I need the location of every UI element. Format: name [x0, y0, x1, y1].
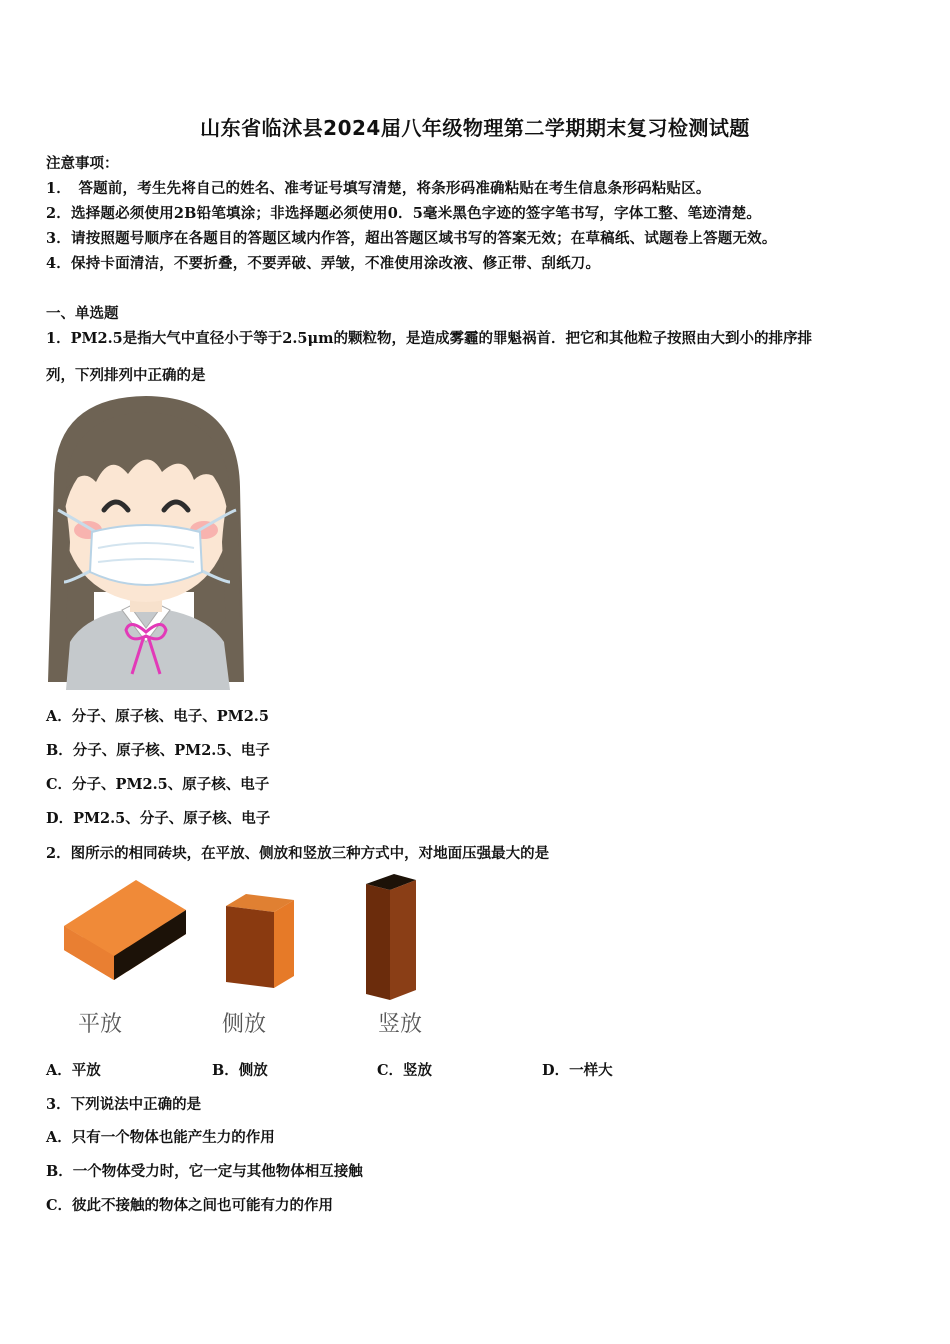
notice-heading: 注意事项： [46, 155, 119, 172]
notice-item-1: 1． 答题前，考生先将自己的姓名、准考证号填写清楚，将条形码准确粘贴在考生信息条形码粘贴区。 [46, 180, 711, 197]
flat-brick [64, 880, 186, 980]
q2-option-b[interactable]: B．侧放 [212, 1062, 268, 1079]
section-heading: 一、单选题 [46, 305, 119, 322]
brick-label-vertical: 竖放 [378, 1012, 423, 1037]
vertical-brick [366, 874, 416, 1000]
notice-item-3: 3．请按照题号顺序在各题目的答题区域内作答，超出答题区域书写的答案无效；在草稿纸、试题卷上答题无效。 [46, 230, 777, 247]
q2-option-c[interactable]: C．竖放 [377, 1062, 433, 1079]
girl-with-mask-image [44, 392, 248, 690]
q3-option-b[interactable]: B．一个物体受力时，它一定与其他物体相互接触 [46, 1163, 363, 1180]
q3-option-c[interactable]: C．彼此不接触的物体之间也可能有力的作用 [46, 1197, 334, 1214]
q3-option-a[interactable]: A．只有一个物体也能产生力的作用 [46, 1129, 275, 1146]
q1-option-d[interactable]: D．PM2.5、分子、原子核、电子 [46, 810, 271, 827]
q1-option-b[interactable]: B．分子、原子核、PM2.5、电子 [46, 742, 270, 759]
side-brick [226, 894, 294, 988]
brick-label-flat: 平放 [78, 1012, 123, 1037]
q1-option-a[interactable]: A．分子、原子核、电子、PM2.5 [46, 708, 269, 725]
q1-option-c[interactable]: C．分子、PM2.5、原子核、电子 [46, 776, 270, 793]
bricks-figure [60, 872, 430, 1007]
notice-item-2: 2．选择题必须使用2B铅笔填涂；非选择题必须使用0．5毫米黑色字迹的签字笔书写，字体工整、笔迹清楚。 [46, 205, 762, 222]
q3-stem: 3．下列说法中正确的是 [46, 1096, 202, 1113]
page-title: 山东省临沭县2024届八年级物理第二学期期末复习检测试题 [200, 116, 750, 140]
q2-option-d[interactable]: D．一样大 [542, 1062, 613, 1079]
q2-stem: 2．图所示的相同砖块，在平放、侧放和竖放三种方式中，对地面压强最大的是 [46, 845, 550, 862]
q2-option-a[interactable]: A．平放 [46, 1062, 101, 1079]
notice-item-4: 4．保持卡面清洁，不要折叠，不要弄破、弄皱，不准使用涂改液、修正带、刮纸刀。 [46, 255, 601, 272]
brick-label-side: 侧放 [222, 1012, 267, 1037]
q1-stem-line2: 列，下列排列中正确的是 [46, 367, 206, 384]
q1-stem-line1: 1．PM2.5是指大气中直径小于等于2.5μm的颗粒物，是造成雾霾的罪魁祸首．把它和其他粒子按照由大到小的排序排 [46, 330, 812, 347]
